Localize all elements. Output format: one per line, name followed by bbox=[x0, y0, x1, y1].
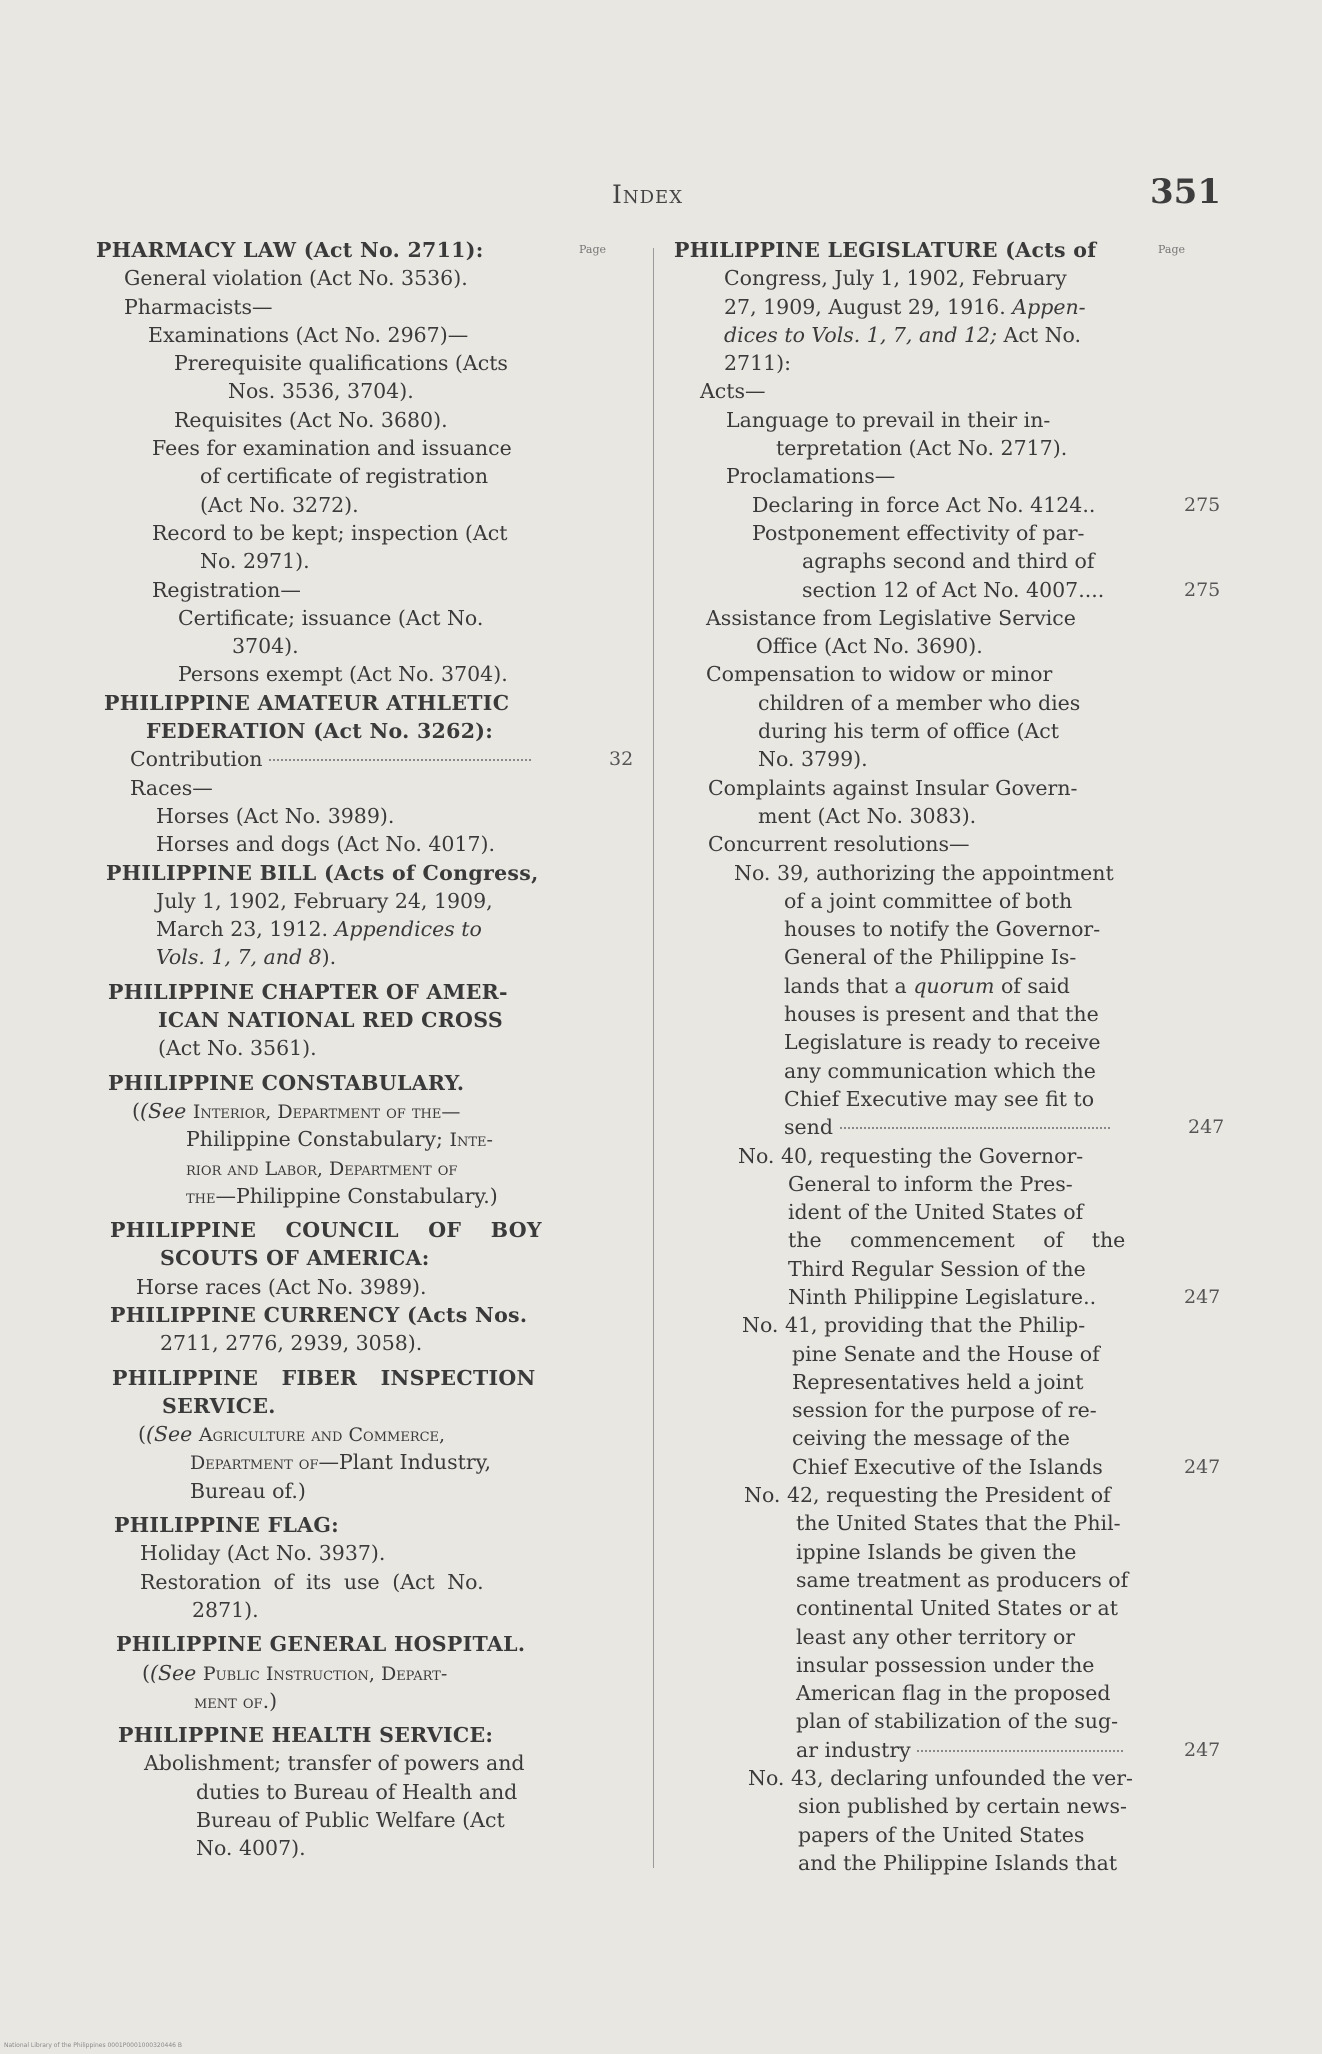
index-entry bbox=[724, 264, 1284, 292]
index-entry bbox=[796, 1623, 1322, 1651]
index-entry bbox=[178, 604, 716, 632]
index-heading bbox=[162, 1392, 700, 1420]
index-entry bbox=[178, 660, 716, 688]
index-entry bbox=[136, 1273, 674, 1301]
index-entry bbox=[738, 1142, 1298, 1170]
entry-text: plan of stabilization of the sug- bbox=[796, 1709, 1119, 1734]
entry-text: —Plant Industry, bbox=[318, 1450, 492, 1475]
entry-text: ). bbox=[321, 945, 337, 970]
entry-text: PHILIPPINE COUNCIL OF BOY bbox=[110, 1218, 542, 1243]
entry-text-smallcaps: Inte- bbox=[449, 1129, 493, 1152]
entry-text-smallcaps: Agriculture and Commerce, bbox=[198, 1424, 446, 1447]
index-entry bbox=[748, 1764, 1308, 1792]
entry-text: Requisites (Act No. 3680). bbox=[174, 407, 448, 432]
index-entry bbox=[784, 972, 1322, 1000]
index-entry bbox=[174, 349, 712, 377]
page-ref: 275 bbox=[1184, 493, 1221, 516]
index-entry bbox=[708, 830, 1268, 858]
index-heading bbox=[110, 1216, 648, 1244]
entry-text: PHILIPPINE BILL (Acts of Congress, bbox=[106, 860, 539, 885]
index-entry bbox=[752, 519, 1312, 547]
index-entry bbox=[174, 406, 712, 434]
index-entry bbox=[784, 887, 1322, 915]
entry-text: same treatment as producers of bbox=[796, 1567, 1129, 1592]
entry-text-italic: Appendices to bbox=[334, 917, 482, 942]
entry-text: Examinations (Act No. 2967)— bbox=[148, 322, 469, 347]
index-entry bbox=[792, 1424, 1322, 1452]
entry-text: 3704). bbox=[232, 634, 299, 659]
index-entry bbox=[196, 1778, 734, 1806]
index-heading bbox=[112, 1364, 650, 1392]
entry-text: PHILIPPINE FIBER INSPECTION bbox=[112, 1365, 536, 1390]
entry-text: of certificate of registration bbox=[200, 464, 489, 489]
index-entry bbox=[798, 1792, 1322, 1820]
entry-text: Registration— bbox=[152, 577, 301, 602]
entry-text: ar industry bbox=[796, 1737, 911, 1762]
entry-text-smallcaps: rior and Labor, Department of bbox=[186, 1157, 458, 1180]
index-entry bbox=[156, 887, 694, 915]
leader-dots bbox=[840, 1127, 1110, 1129]
entry-text: terpretation (Act No. 2717). bbox=[776, 436, 1068, 461]
entry-text: agraphs second and third of bbox=[802, 549, 1095, 574]
entry-text: No. 2971). bbox=[200, 549, 310, 574]
index-entry bbox=[756, 632, 1316, 660]
entry-text: houses to notify the Governor- bbox=[784, 917, 1101, 942]
entry-text: during his term of office (Act bbox=[758, 719, 1060, 744]
index-heading bbox=[110, 1301, 648, 1329]
entry-text: Nos. 3536, 3704). bbox=[228, 379, 414, 404]
entry-text: 2711): bbox=[724, 351, 792, 376]
entry-text: Bureau of Public Welfare (Act bbox=[196, 1808, 505, 1833]
index-entry bbox=[140, 1539, 678, 1567]
index-entry bbox=[708, 774, 1268, 802]
page-ref: 275 bbox=[1184, 578, 1221, 601]
entry-text: duties to Bureau of Health and bbox=[196, 1779, 518, 1804]
index-entry bbox=[796, 1509, 1322, 1537]
entry-text: PHARMACY LAW (Act No. 2711): bbox=[96, 238, 484, 262]
entry-text: the United States that the Phil- bbox=[796, 1511, 1121, 1536]
entry-text: ICAN NATIONAL RED CROSS bbox=[158, 1008, 503, 1033]
index-entry bbox=[192, 1596, 730, 1624]
index-entry bbox=[124, 264, 662, 292]
entry-text: July 1, 1902, February 24, 1909, bbox=[156, 888, 493, 913]
entry-text: any communication which the bbox=[784, 1058, 1096, 1083]
index-heading bbox=[106, 859, 644, 887]
entry-text: PHILIPPINE LEGISLATURE (Acts of bbox=[674, 238, 1097, 262]
page-ref: 247 bbox=[1184, 1738, 1221, 1761]
index-heading bbox=[118, 1721, 656, 1749]
index-entry bbox=[144, 1749, 682, 1777]
index-entry bbox=[792, 1368, 1322, 1396]
entry-text: PHILIPPINE CURRENCY (Acts Nos. bbox=[110, 1302, 528, 1327]
index-entry bbox=[190, 1477, 728, 1505]
index-entry: ((See Interior, Department of the— bbox=[132, 1098, 461, 1123]
entry-text: of a joint committee of both bbox=[784, 888, 1073, 913]
index-column-right bbox=[672, 236, 1232, 1877]
entry-text: papers of the United States bbox=[798, 1822, 1085, 1847]
index-entry bbox=[152, 434, 690, 462]
entry-text: No. 41, providing that the Philip- bbox=[742, 1313, 1086, 1338]
entry-text: send bbox=[784, 1115, 833, 1140]
entry-text: Contribution bbox=[130, 747, 263, 772]
index-heading bbox=[160, 1244, 698, 1272]
index-entry bbox=[788, 1226, 1322, 1254]
index-entry bbox=[724, 293, 1284, 321]
entry-text: Persons exempt (Act No. 3704). bbox=[178, 662, 508, 687]
index-entry bbox=[792, 1340, 1322, 1368]
entry-text-smallcaps: ment of bbox=[194, 1690, 263, 1713]
entry-text: of said bbox=[1000, 973, 1070, 998]
index-entry bbox=[148, 321, 686, 349]
entry-text: ident of the United States of bbox=[788, 1200, 1084, 1225]
entry-text-italic: dices to Vols. 1, 7, and 12; bbox=[724, 322, 998, 347]
entry-text: continental United States or at bbox=[796, 1596, 1118, 1621]
entry-text: Postponement effectivity of par- bbox=[752, 520, 1085, 545]
entry-text: sion published by certain news- bbox=[798, 1794, 1127, 1819]
index-heading bbox=[104, 689, 642, 717]
leader-dots bbox=[269, 759, 531, 761]
index-entry bbox=[784, 1085, 1322, 1113]
page-column-label-right: Page bbox=[1158, 243, 1186, 256]
index-entry bbox=[802, 547, 1322, 575]
entry-text: No. 43, declaring unfounded the ver- bbox=[748, 1766, 1133, 1791]
page-ref: 32 bbox=[609, 748, 634, 771]
index-entry bbox=[186, 1154, 724, 1182]
entry-text: 27, 1909, August 29, 1916. bbox=[724, 294, 1006, 319]
index-entry bbox=[758, 745, 1318, 773]
index-heading bbox=[96, 236, 634, 264]
entry-text: No. 4007). bbox=[196, 1836, 306, 1861]
entry-text: Compensation to widow or minor bbox=[706, 662, 1053, 687]
index-entry bbox=[742, 1311, 1302, 1339]
index-entry bbox=[784, 915, 1322, 943]
entry-text: .) bbox=[262, 1688, 278, 1713]
entry-text: Chief Executive of the Islands bbox=[792, 1454, 1103, 1479]
entry-text: Representatives held a joint bbox=[792, 1369, 1084, 1394]
entry-text: March 23, 1912. bbox=[156, 917, 329, 942]
index-entry bbox=[200, 547, 738, 575]
entry-text: Assistance from Legislative Service bbox=[706, 605, 1076, 630]
index-entry bbox=[734, 859, 1294, 887]
index-entry: ((See Public Instruction, Depart- bbox=[142, 1660, 448, 1685]
index-entry bbox=[156, 802, 694, 830]
entry-text: Horse races (Act No. 3989). bbox=[136, 1274, 427, 1299]
entry-text: PHILIPPINE FLAG: bbox=[114, 1513, 340, 1538]
index-entry bbox=[796, 1707, 1322, 1735]
scan-footer: National Library of the Philippines 0001P0001000320446 B bbox=[4, 2042, 183, 2049]
index-entry bbox=[784, 1028, 1322, 1056]
index-heading bbox=[108, 1069, 646, 1097]
entry-text: Third Regular Session of the bbox=[788, 1256, 1086, 1281]
index-heading bbox=[674, 236, 1234, 264]
index-entry bbox=[700, 377, 1260, 405]
entry-text: Language to prevail in their in- bbox=[726, 407, 1051, 432]
entry-text: Holiday (Act No. 3937). bbox=[140, 1541, 386, 1566]
entry-text: Acts— bbox=[700, 379, 766, 404]
entry-text-italic: (See bbox=[150, 1660, 197, 1685]
index-entry bbox=[158, 1034, 696, 1062]
entry-text: Fees for examination and issuance bbox=[152, 436, 512, 461]
entry-text: PHILIPPINE AMATEUR ATHLETIC bbox=[104, 690, 510, 715]
running-header-title: Index bbox=[612, 180, 684, 209]
index-heading bbox=[108, 978, 646, 1006]
index-entry bbox=[160, 1329, 698, 1357]
index-entry bbox=[792, 1453, 1322, 1481]
index-heading bbox=[146, 717, 684, 745]
index-entry bbox=[798, 1821, 1322, 1849]
entry-text: ment (Act No. 3083). bbox=[758, 803, 977, 828]
entry-text-italic: (See bbox=[146, 1422, 193, 1447]
entry-text: SCOUTS OF AMERICA: bbox=[160, 1246, 430, 1271]
index-entry bbox=[784, 943, 1322, 971]
entry-text: American flag in the proposed bbox=[796, 1681, 1111, 1706]
index-entry bbox=[788, 1283, 1322, 1311]
entry-text: General of the Philippine Is- bbox=[784, 945, 1077, 970]
entry-text: PHILIPPINE CONSTABULARY. bbox=[108, 1070, 465, 1095]
index-entry bbox=[758, 717, 1318, 745]
entry-text: General to inform the Pres- bbox=[788, 1171, 1073, 1196]
entry-text: Abolishment; transfer of powers and bbox=[144, 1751, 525, 1776]
index-entry bbox=[190, 1448, 728, 1476]
entry-text: Pharmacists— bbox=[124, 294, 273, 319]
entry-text: session for the purpose of re- bbox=[792, 1398, 1097, 1423]
entry-text: Bureau of.) bbox=[190, 1478, 306, 1503]
entry-text: least any other territory or bbox=[796, 1624, 1076, 1649]
page-ref: 247 bbox=[1184, 1285, 1221, 1308]
entry-text: Chief Executive may see fit to bbox=[784, 1086, 1095, 1111]
index-entry bbox=[140, 1568, 678, 1596]
entry-text-italic: quorum bbox=[913, 973, 995, 998]
entry-text: Ninth Philippine Legislature.. bbox=[788, 1284, 1097, 1309]
index-entry bbox=[758, 802, 1318, 830]
entry-text-smallcaps: the bbox=[186, 1185, 216, 1208]
entry-text: FEDERATION (Act No. 3262): bbox=[146, 719, 494, 744]
index-entry bbox=[186, 1182, 724, 1210]
index-entry bbox=[706, 660, 1266, 688]
entry-text: No. 42, requesting the President of bbox=[744, 1483, 1111, 1508]
entry-text: Legislature is ready to receive bbox=[784, 1030, 1101, 1055]
entry-text-italic: Vols. 1, 7, and 8 bbox=[156, 945, 322, 970]
index-entry bbox=[130, 774, 668, 802]
entry-text: Complaints against Insular Govern- bbox=[708, 775, 1078, 800]
entry-text: Restoration of its use (Act No. bbox=[140, 1569, 484, 1594]
entry-text: SERVICE. bbox=[162, 1393, 276, 1418]
index-entry bbox=[124, 293, 662, 321]
leader-dots bbox=[917, 1750, 1123, 1752]
index-entry bbox=[798, 1849, 1322, 1877]
index-entry bbox=[724, 349, 1284, 377]
index-entry bbox=[194, 1687, 732, 1715]
index-entry bbox=[726, 462, 1286, 490]
entry-text: ceiving the message of the bbox=[792, 1426, 1070, 1451]
entry-text: Races— bbox=[130, 775, 213, 800]
entry-text: Congress, July 1, 1902, February bbox=[724, 266, 1067, 291]
index-entry bbox=[788, 1170, 1322, 1198]
page-ref: 247 bbox=[1184, 1455, 1221, 1478]
entry-text-smallcaps: Interior, Department of the— bbox=[192, 1100, 461, 1123]
index-entry bbox=[706, 604, 1266, 632]
index-heading bbox=[116, 1630, 654, 1658]
entry-text: Horses (Act No. 3989). bbox=[156, 803, 395, 828]
index-entry bbox=[196, 1834, 734, 1862]
entry-text: pine Senate and the House of bbox=[792, 1341, 1100, 1366]
entry-text: No. 3799). bbox=[758, 747, 868, 772]
index-entry bbox=[796, 1736, 1322, 1764]
entry-text: children of a member who dies bbox=[758, 690, 1081, 715]
index-entry bbox=[200, 491, 738, 519]
entry-text: the commencement of the bbox=[788, 1228, 1126, 1253]
index-column-left bbox=[96, 236, 634, 1863]
index-entry bbox=[758, 689, 1318, 717]
entry-text: Act No. bbox=[1003, 322, 1082, 347]
entry-text: PHILIPPINE CHAPTER OF AMER- bbox=[108, 979, 508, 1004]
entry-text: Office (Act No. 3690). bbox=[756, 634, 983, 659]
entry-text-italic: (See bbox=[140, 1098, 187, 1123]
entry-text: (Act No. 3272). bbox=[200, 492, 359, 517]
index-entry: ((See Agriculture and Commerce, bbox=[138, 1422, 446, 1447]
entry-text: (Act No. 3561). bbox=[158, 1036, 317, 1061]
entry-text: houses is present and that the bbox=[784, 1002, 1099, 1027]
index-entry bbox=[724, 321, 1284, 349]
index-entry bbox=[796, 1679, 1322, 1707]
entry-text-italic: Appen- bbox=[1012, 294, 1086, 319]
entry-text: insular possession under the bbox=[796, 1652, 1095, 1677]
entry-text: Philippine Constabulary; bbox=[186, 1127, 443, 1152]
index-entry bbox=[784, 1000, 1322, 1028]
entry-text-smallcaps: Department of bbox=[190, 1452, 319, 1475]
index-entry bbox=[744, 1481, 1304, 1509]
page-column-label-left: Page bbox=[579, 243, 607, 256]
page-ref: 247 bbox=[1188, 1116, 1225, 1139]
index-entry bbox=[796, 1594, 1322, 1622]
index-entry bbox=[784, 1057, 1322, 1085]
index-entry bbox=[802, 576, 1322, 604]
entry-text: and the Philippine Islands that bbox=[798, 1850, 1118, 1875]
index-entry bbox=[796, 1566, 1322, 1594]
index-entry bbox=[752, 491, 1312, 519]
index-entry bbox=[130, 745, 668, 773]
entry-text: PHILIPPINE HEALTH SERVICE: bbox=[118, 1723, 494, 1748]
index-entry bbox=[788, 1255, 1322, 1283]
entry-text: No. 40, requesting the Governor- bbox=[738, 1143, 1084, 1168]
entry-text-smallcaps: Public Instruction, Depart- bbox=[202, 1662, 448, 1685]
index-entry bbox=[788, 1198, 1322, 1226]
entry-text: Horses and dogs (Act No. 4017). bbox=[156, 832, 496, 857]
page-number: 351 bbox=[1150, 172, 1221, 212]
entry-text: Proclamations— bbox=[726, 464, 896, 489]
entry-text: PHILIPPINE GENERAL HOSPITAL. bbox=[116, 1632, 526, 1657]
entry-text: Certificate; issuance (Act No. bbox=[178, 605, 484, 630]
index-heading bbox=[114, 1511, 652, 1539]
index-entry bbox=[156, 830, 694, 858]
entry-text: 2871). bbox=[192, 1597, 259, 1622]
index-entry bbox=[776, 434, 1322, 462]
entry-text: section 12 of Act No. 4007.... bbox=[802, 577, 1105, 602]
entry-text: Concurrent resolutions— bbox=[708, 832, 970, 857]
index-entry bbox=[726, 406, 1286, 434]
index-entry bbox=[152, 576, 690, 604]
entry-text: Record to be kept; inspection (Act bbox=[152, 520, 508, 545]
index-entry bbox=[196, 1806, 734, 1834]
entry-text: —Philippine Constabulary.) bbox=[215, 1183, 498, 1208]
index-entry bbox=[796, 1651, 1322, 1679]
index-heading bbox=[158, 1006, 696, 1034]
index-entry bbox=[792, 1396, 1322, 1424]
index-entry bbox=[156, 943, 694, 971]
index-entry bbox=[152, 519, 690, 547]
entry-text: No. 39, authorizing the appointment bbox=[734, 860, 1114, 885]
index-entry bbox=[186, 1125, 724, 1153]
entry-text: 2711, 2776, 2939, 3058). bbox=[160, 1331, 423, 1356]
index-entry bbox=[784, 1113, 1322, 1141]
entry-text: ippine Islands be given the bbox=[796, 1539, 1077, 1564]
index-entry bbox=[156, 915, 694, 943]
index-entry bbox=[796, 1538, 1322, 1566]
entry-text: lands that a bbox=[784, 973, 907, 998]
index-entry bbox=[200, 462, 738, 490]
entry-text: Prerequisite qualifications (Acts bbox=[174, 351, 508, 376]
entry-text: Declaring in force Act No. 4124.. bbox=[752, 492, 1096, 517]
entry-text: General violation (Act No. 3536). bbox=[124, 266, 468, 291]
